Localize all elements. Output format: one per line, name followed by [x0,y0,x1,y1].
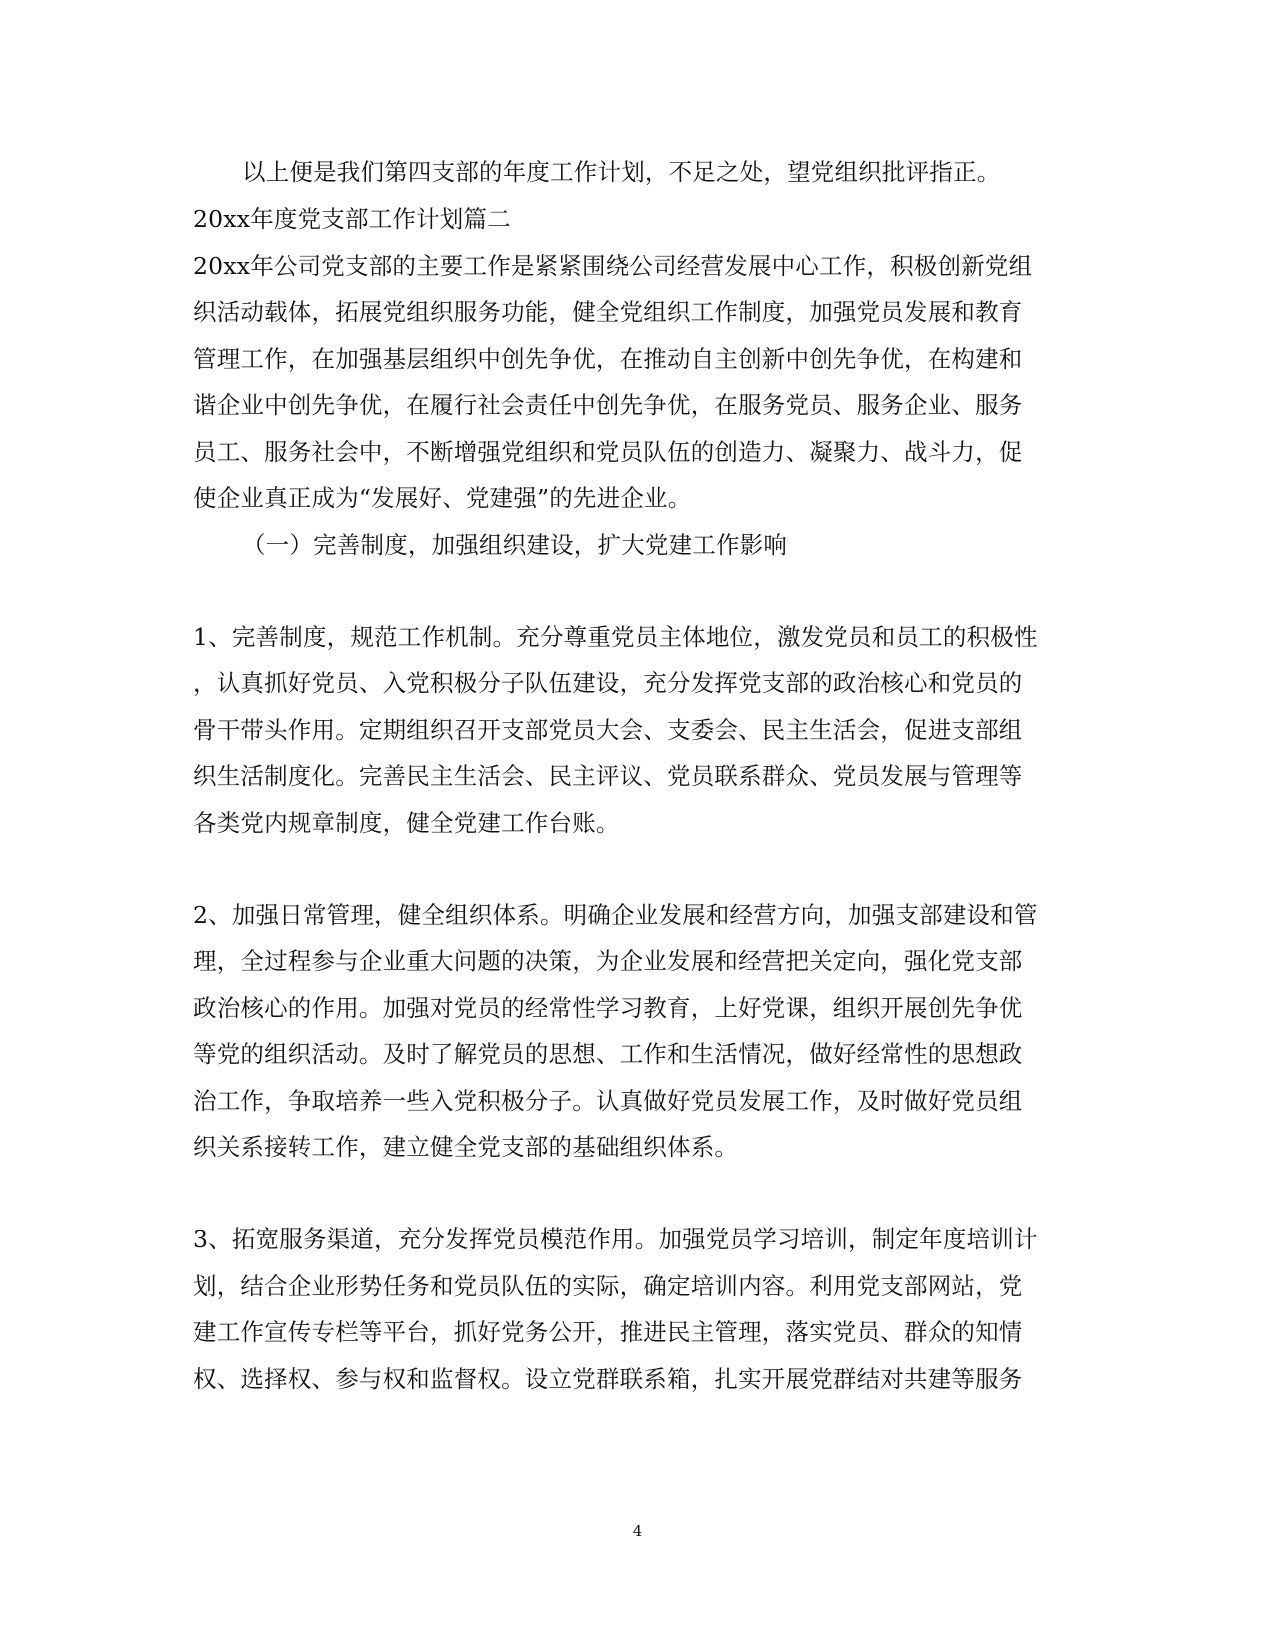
intro-paragraph-line: 使企业真正成为“发展好、党建强”的先进企业。 [193,484,692,512]
item-2-line: 2、加强日常管理，健全组织体系。明确企业发展和经营方向，加强支部建设和管 [193,901,1038,929]
item-1-line: 各类党内规章制度，健全党建工作台账。 [193,809,620,837]
item-3-line: 建工作宣传专栏等平台，抓好党务公开，推进民主管理，落实党员、群众的知情 [193,1318,1023,1346]
item-2-line: 织关系接转工作，建立健全党支部的基础组织体系。 [193,1133,739,1161]
item-3-line: 3、拓宽服务渠道，充分发挥党员模范作用。加强党员学习培训，制定年度培训计 [193,1225,1038,1253]
intro-paragraph-line: 20xx年公司党支部的主要工作是紧紧围绕公司经营发展中心工作，积极创新党组 [193,252,1033,280]
item-1-line: 1、完善制度，规范工作机制。充分尊重党员主体地位，激发党员和员工的积极性 [193,623,1038,651]
page-number: 4 [632,1522,643,1540]
intro-paragraph-line: 员工、服务社会中，不断增强党组织和党员队伍的创造力、凝聚力、战斗力，促 [193,438,1023,466]
intro-paragraph-line: 谐企业中创先争优，在履行社会责任中创先争优，在服务党员、服务企业、服务 [193,391,1023,419]
item-2-line: 治工作，争取培养一些入党积极分子。认真做好党员发展工作，及时做好党员组 [193,1087,1023,1115]
section-title: 20xx年度党支部工作计划篇二 [193,205,511,233]
item-3-line: 权、选择权、参与权和监督权。设立党群联系箱，扎实开展党群结对共建等服务 [193,1365,1023,1393]
intro-paragraph-line: 管理工作，在加强基层组织中创先争优，在推动自主创新中创先争优，在构建和 [193,345,1023,373]
item-3-line: 划，结合企业形势任务和党员队伍的实际，确定培训内容。利用党支部网站，党 [193,1272,1023,1300]
item-1-line: 骨干带头作用。定期组织召开支部党员大会、支委会、民主生活会，促进支部组 [193,716,1023,744]
subsection-heading: （一）完善制度，加强组织建设，扩大党建工作影响 [242,531,788,559]
intro-paragraph-line: 织活动载体，拓展党组织服务功能，健全党组织工作制度，加强党员发展和教育 [193,298,1023,326]
item-2-line: 政治核心的作用。加强对党员的经常性学习教育，上好党课，组织开展创先争优 [193,994,1023,1022]
item-1-line: ，认真抓好党员、入党积极分子队伍建设，充分发挥党支部的政治核心和党员的 [193,669,1023,697]
item-1-line: 织生活制度化。完善民主生活会、民主评议、党员联系群众、党员发展与管理等 [193,762,1023,790]
closing-sentence: 以上便是我们第四支部的年度工作计划，不足之处，望党组织批评指正。 [242,158,1001,186]
item-2-line: 等党的组织活动。及时了解党员的思想、工作和生活情况，做好经常性的思想政 [193,1040,1023,1068]
item-2-line: 理，全过程参与企业重大问题的决策，为企业发展和经营把关定向，强化党支部 [193,947,1023,975]
